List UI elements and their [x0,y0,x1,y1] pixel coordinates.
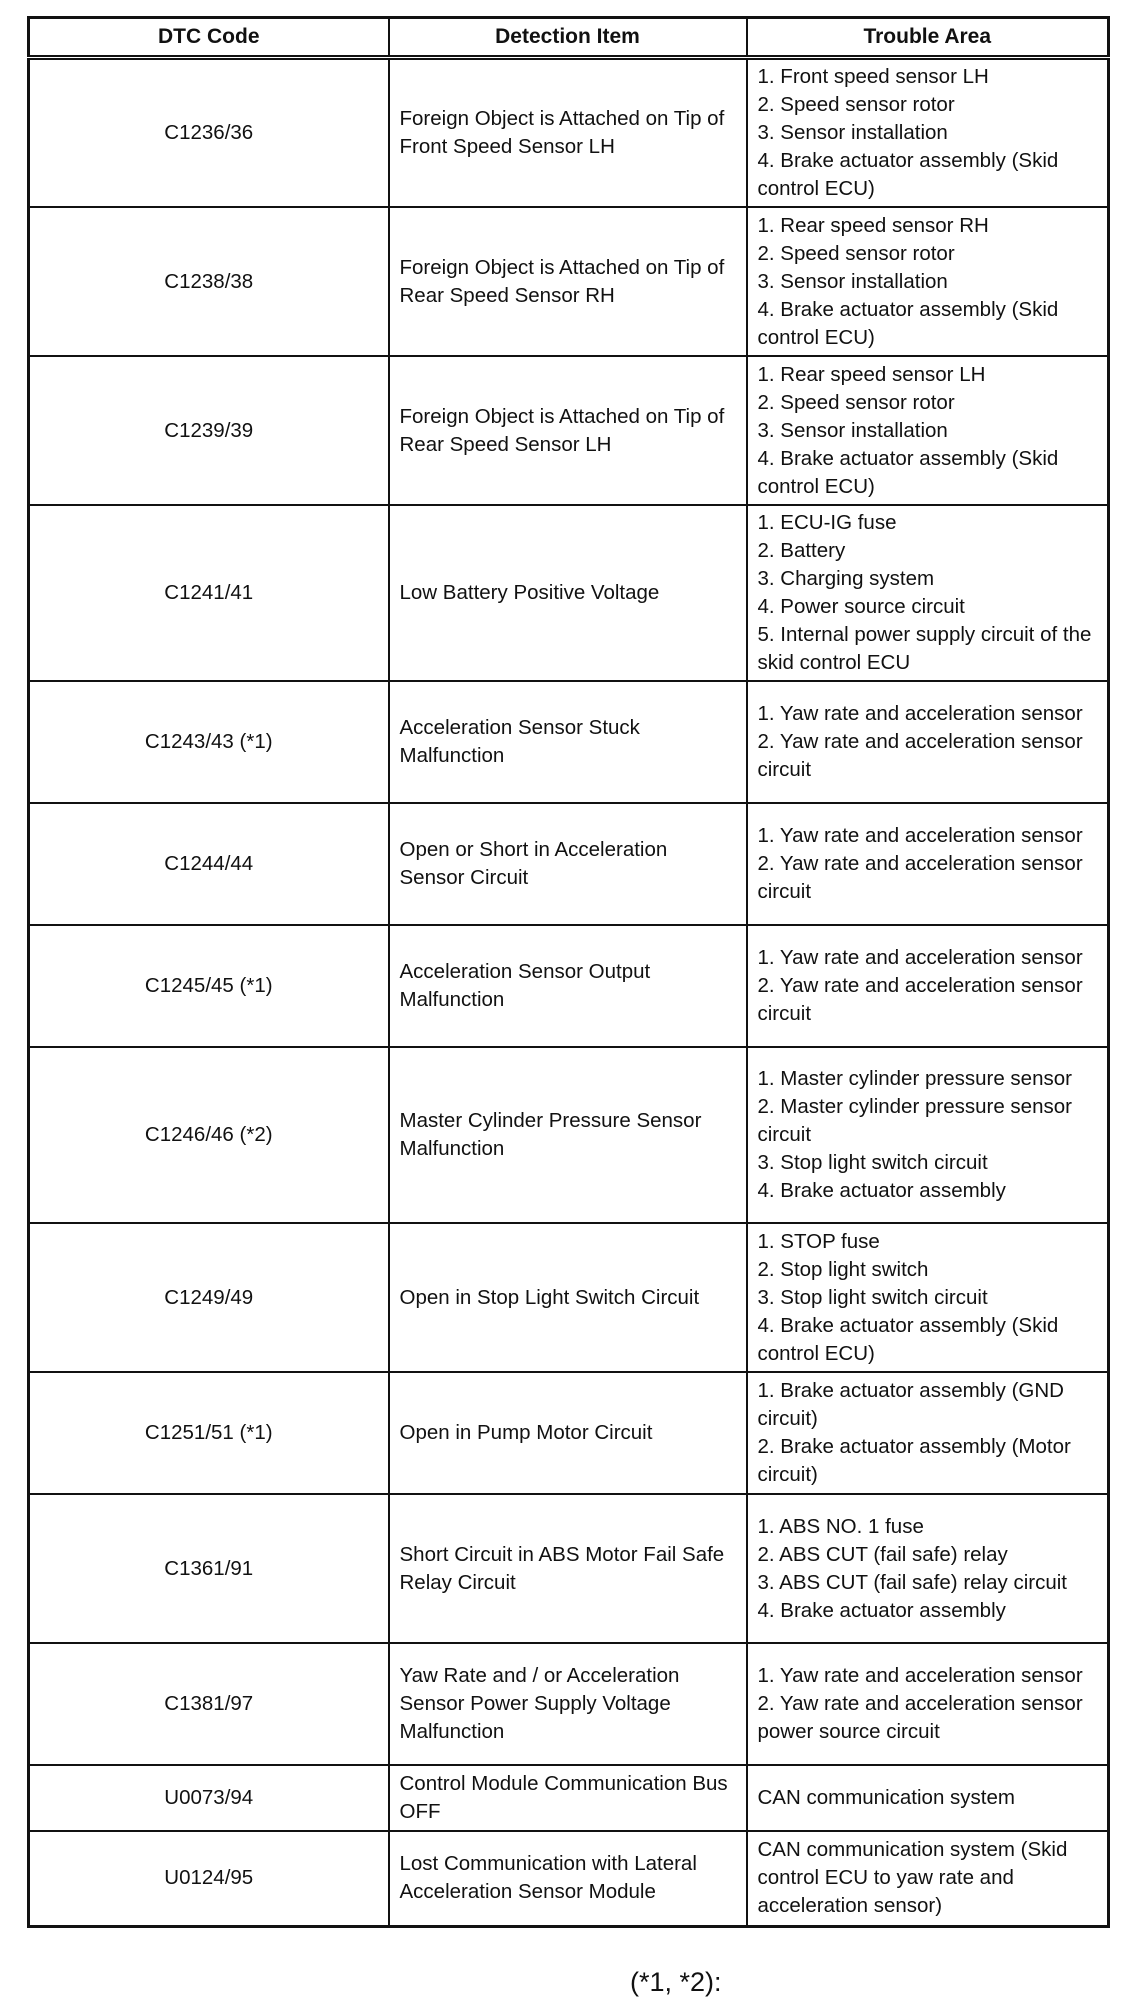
dtc-code-cell: U0073/94 [29,1765,389,1831]
trouble-area-line: 2. Yaw rate and acceleration sensor power source circuit [757,1692,1083,1743]
table-row [29,681,1109,803]
dtc-sheet [27,16,1107,1928]
table-row [29,1643,1109,1765]
trouble-area-line: 2. Yaw rate and acceleration sensor circuit [757,730,1083,781]
table-row [29,803,1109,925]
trouble-area-line: 1. Brake actuator assembly (GND circuit) [757,1379,1064,1430]
trouble-area-line: 1. Front speed sensor LH [757,65,989,88]
trouble-area-cell [747,1494,1109,1643]
trouble-area-line: 1. Yaw rate and acceleration sensor [757,1664,1083,1687]
table-row [29,58,1109,208]
header-row [29,18,1109,58]
trouble-area-line: 1. STOP fuse [757,1229,880,1253]
detection-item-cell: Open or Short in Acceleration Sensor Circuit [389,803,747,925]
trouble-area-line: 2. Battery [757,539,846,562]
dtc-code-cell: C1238/38 [29,207,389,356]
table-row [29,1372,1109,1494]
trouble-area-line: 4. Brake actuator assembly (Skid control ECU) [757,446,1059,498]
dtc-table [27,16,1110,1928]
detection-item-cell: Foreign Object is Attached on Tip of Front Speed Sensor LH [389,58,747,208]
trouble-area-cell [747,1831,1109,1926]
table-body [29,58,1109,1927]
table-row [29,1223,1109,1372]
trouble-area-cell [747,1223,1109,1372]
dtc-code-cell: C1361/91 [29,1494,389,1643]
trouble-area-cell [747,1372,1109,1494]
trouble-area-line: 1. Rear speed sensor LH [757,362,986,386]
dtc-code-cell: C1381/97 [29,1643,389,1765]
detection-item-cell: Yaw Rate and / or Acceleration Sensor Power Supply Voltage Malfunction [389,1643,747,1765]
detection-item-cell: Open in Stop Light Switch Circuit [389,1223,747,1372]
detection-item-cell: Control Module Communication Bus OFF [389,1765,747,1831]
footnote: (*1, *2): [630,1967,722,1997]
table-row [29,1765,1109,1831]
header-detection-item: Detection Item [389,18,747,58]
detection-item-cell: Acceleration Sensor Stuck Malfunction [389,681,747,803]
trouble-area-line: 3. ABS CUT (fail safe) relay circuit [757,1570,1067,1594]
dtc-code-cell: C1239/39 [29,356,389,505]
dtc-code-cell: C1236/36 [29,58,389,208]
trouble-area-line: 4. Brake actuator assembly [757,1179,1006,1202]
detection-item-cell: Foreign Object is Attached on Tip of Rear Speed Sensor LH [389,356,747,505]
trouble-area-line: 2. Stop light switch [757,1257,929,1281]
detection-item-cell: Lost Communication with Lateral Acceleration Sensor Module [389,1831,747,1926]
trouble-area-line: 4. Brake actuator assembly (Skid control ECU) [757,297,1059,349]
trouble-area-line: 2. Speed sensor rotor [757,390,955,414]
dtc-code-cell: C1243/43 (*1) [29,681,389,803]
table-row [29,1047,1109,1223]
table-header [29,18,1109,58]
detection-item-cell: Foreign Object is Attached on Tip of Rear Speed Sensor RH [389,207,747,356]
trouble-area-line: 1. ECU-IG fuse [757,511,897,534]
detection-item-cell: Master Cylinder Pressure Sensor Malfunction [389,1047,747,1223]
trouble-area-line: 5. Internal power supply circuit of the skid control ECU [757,623,1092,674]
trouble-area-line: 1. Yaw rate and acceleration sensor [757,702,1083,725]
table-row [29,1494,1109,1643]
dtc-code-cell: C1246/46 (*2) [29,1047,389,1223]
trouble-area-cell [747,505,1109,681]
trouble-area-line: 2. Master cylinder pressure sensor circuit [757,1095,1072,1146]
dtc-code-cell: C1244/44 [29,803,389,925]
table-row [29,207,1109,356]
trouble-area-line: CAN communication system (Skid control ECU to yaw rate and acceleration sensor) [757,1838,1068,1918]
table-row [29,356,1109,505]
trouble-area-line: 1. Rear speed sensor RH [757,213,989,237]
dtc-code-cell: C1245/45 (*1) [29,925,389,1047]
trouble-area-line: 1. Yaw rate and acceleration sensor [757,824,1083,847]
trouble-area-cell [747,925,1109,1047]
trouble-area-line: 1. Master cylinder pressure sensor [757,1067,1072,1090]
trouble-area-line: 3. Charging system [757,567,935,590]
trouble-area-line: 4. Brake actuator assembly (Skid control ECU) [757,149,1059,200]
trouble-area-line: CAN communication system [757,1786,1015,1809]
trouble-area-line: 3. Sensor installation [757,121,948,144]
dtc-code-cell: C1251/51 (*1) [29,1372,389,1494]
trouble-area-line: 4. Power source circuit [757,595,965,618]
detection-item-cell: Acceleration Sensor Output Malfunction [389,925,747,1047]
dtc-code-cell: C1249/49 [29,1223,389,1372]
table-row [29,505,1109,681]
trouble-area-line: 1. ABS NO. 1 fuse [757,1514,924,1538]
trouble-area-line: 3. Stop light switch circuit [757,1285,988,1309]
trouble-area-cell [747,681,1109,803]
detection-item-cell: Open in Pump Motor Circuit [389,1372,747,1494]
dtc-code-cell: U0124/95 [29,1831,389,1926]
header-trouble-area: Trouble Area [747,18,1109,58]
header-dtc-code: DTC Code [29,18,389,58]
trouble-area-line: 3. Sensor installation [757,269,948,293]
trouble-area-cell [747,356,1109,505]
trouble-area-cell [747,207,1109,356]
trouble-area-line: 3. Sensor installation [757,418,948,442]
trouble-area-cell [747,1765,1109,1831]
trouble-area-cell [747,1643,1109,1765]
trouble-area-line: 2. Yaw rate and acceleration sensor circuit [757,852,1083,903]
table-row [29,925,1109,1047]
trouble-area-line: 2. Yaw rate and acceleration sensor circuit [757,974,1083,1025]
trouble-area-line: 2. Speed sensor rotor [757,241,955,265]
trouble-area-line: 4. Brake actuator assembly [757,1598,1006,1622]
table-row [29,1831,1109,1926]
trouble-area-line: 3. Stop light switch circuit [757,1151,988,1174]
trouble-area-line: 2. ABS CUT (fail safe) relay [757,1542,1008,1566]
trouble-area-cell [747,803,1109,925]
trouble-area-line: 2. Brake actuator assembly (Motor circuit) [757,1435,1071,1486]
detection-item-cell: Low Battery Positive Voltage [389,505,747,681]
trouble-area-cell [747,1047,1109,1223]
trouble-area-cell [747,58,1109,208]
trouble-area-line: 2. Speed sensor rotor [757,93,955,116]
trouble-area-line: 4. Brake actuator assembly (Skid control ECU) [757,1313,1059,1365]
detection-item-cell: Short Circuit in ABS Motor Fail Safe Relay Circuit [389,1494,747,1643]
dtc-code-cell: C1241/41 [29,505,389,681]
trouble-area-line: 1. Yaw rate and acceleration sensor [757,946,1083,969]
